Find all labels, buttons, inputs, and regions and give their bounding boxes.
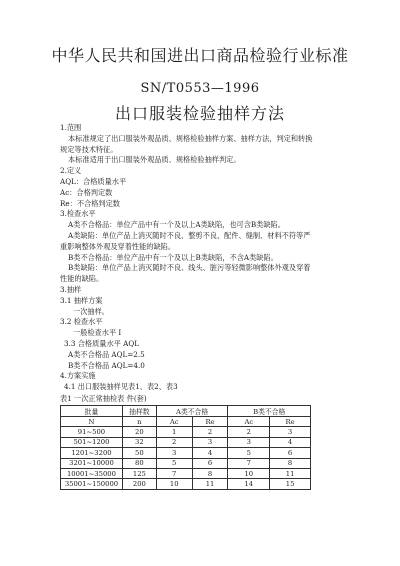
sampling-table-body bbox=[61, 427, 311, 489]
table-row bbox=[61, 448, 311, 458]
text-line: 性能的缺陷。 bbox=[60, 274, 104, 284]
sample-cell: 125 bbox=[122, 468, 156, 478]
text-line: AQL：合格质量水平 bbox=[60, 176, 127, 186]
text-line: 本标准规定了出口服装外观品质、规格检验抽样方案、抽样方法，判定和转换 bbox=[68, 133, 313, 143]
a-ac-cell: 2 bbox=[156, 437, 192, 447]
text-line: 3.1 抽样方案 bbox=[60, 295, 103, 305]
a-re-cell: 6 bbox=[192, 458, 228, 468]
text-line: 3.抽样 bbox=[60, 284, 82, 294]
text-line: B类不合格品 AQL=4.0 bbox=[68, 360, 145, 370]
text-line: 一般检查水平 I bbox=[73, 328, 122, 338]
table-row bbox=[61, 458, 311, 468]
header-sample-symbol: n bbox=[122, 417, 156, 427]
b-re-cell: 6 bbox=[270, 448, 311, 458]
table-caption: 表1 一次正常抽检表 件(套) bbox=[60, 394, 147, 403]
header-b-re: Re bbox=[270, 417, 311, 427]
sample-cell: 20 bbox=[122, 427, 156, 437]
b-re-cell: 11 bbox=[270, 468, 311, 478]
text-line: B类不合格品：单位产品中有一个及以上B类缺陷，不含A类缺陷。 bbox=[68, 252, 278, 262]
b-ac-cell: 7 bbox=[228, 458, 270, 468]
header-class-a: A类不合格 bbox=[156, 406, 228, 417]
sample-cell: 200 bbox=[122, 479, 156, 489]
header-a-re: Re bbox=[192, 417, 228, 427]
b-re-cell: 8 bbox=[270, 458, 311, 468]
b-re-cell: 15 bbox=[270, 479, 311, 489]
table-row bbox=[61, 437, 311, 447]
batch-cell: 10001~35000 bbox=[61, 468, 123, 478]
text-line: 本标准适用于出口服装外观品质、规格检验抽样判定。 bbox=[68, 155, 241, 165]
b-re-cell: 3 bbox=[270, 427, 311, 437]
text-line: 重影响整体外观及穿着性能的缺陷。 bbox=[60, 241, 176, 251]
a-ac-cell: 10 bbox=[156, 479, 192, 489]
header-class-b: B类不合格 bbox=[228, 406, 311, 417]
sampling-table bbox=[60, 405, 311, 490]
text-line: 2.定义 bbox=[60, 166, 82, 176]
text-line: A类不合格品：单位产品中有一个及以上A类缺陷，也可含B类缺陷。 bbox=[68, 220, 285, 230]
text-line: 3.检查水平 bbox=[60, 209, 96, 219]
document-subtitle: 出口服装检验抽样方法 bbox=[114, 104, 285, 123]
header-batch-symbol: N bbox=[61, 417, 123, 427]
b-ac-cell: 5 bbox=[228, 448, 270, 458]
b-re-cell: 4 bbox=[270, 437, 311, 447]
b-ac-cell: 3 bbox=[228, 437, 270, 447]
a-re-cell: 2 bbox=[192, 427, 228, 437]
text-line: A类不合格品 AQL=2.5 bbox=[68, 349, 145, 359]
sample-cell: 32 bbox=[122, 437, 156, 447]
a-ac-cell: 5 bbox=[156, 458, 192, 468]
sample-cell: 80 bbox=[122, 458, 156, 468]
header-b-ac: Ac bbox=[228, 417, 270, 427]
standard-code: SN/T0553—1996 bbox=[140, 81, 260, 96]
header-batch: 批量 bbox=[61, 406, 123, 417]
header-sample: 抽样数 bbox=[122, 406, 156, 417]
text-line: 4.1 出口服装抽样见表1、表2、表3 bbox=[64, 382, 178, 392]
text-line: Re：不合格判定数 bbox=[60, 198, 120, 208]
sample-cell: 50 bbox=[122, 448, 156, 458]
text-line: 4.方案实施 bbox=[60, 371, 96, 381]
b-ac-cell: 10 bbox=[228, 468, 270, 478]
a-ac-cell: 7 bbox=[156, 468, 192, 478]
a-re-cell: 11 bbox=[192, 479, 228, 489]
text-line: B类缺陷：单位产品上消灭随时不良、线头、脏污等轻微影响整体外观及穿着 bbox=[68, 263, 311, 273]
document-body bbox=[60, 123, 360, 393]
text-line: A类缺陷：单位产品上消灭随时不良、整剪不良、配件、缝制、材料不符等严 bbox=[68, 230, 311, 240]
text-line: 一次抽样。 bbox=[73, 306, 109, 316]
text-line: 1.范围 bbox=[60, 123, 82, 132]
header-a-ac: Ac bbox=[156, 417, 192, 427]
batch-cell: 501~1200 bbox=[61, 437, 123, 447]
a-re-cell: 8 bbox=[192, 468, 228, 478]
text-line: 3.2 检查水平 bbox=[60, 317, 103, 327]
table-row bbox=[61, 479, 311, 489]
batch-cell: 35001~150000 bbox=[61, 479, 123, 489]
table-row bbox=[61, 468, 311, 478]
document-header bbox=[0, 46, 400, 124]
a-ac-cell: 1 bbox=[156, 427, 192, 437]
b-ac-cell: 14 bbox=[228, 479, 270, 489]
table-row bbox=[61, 427, 311, 437]
a-re-cell: 4 bbox=[192, 448, 228, 458]
batch-cell: 1201~3200 bbox=[61, 448, 123, 458]
standard-title: 中华人民共和国进出口商品检验行业标准 bbox=[51, 46, 349, 65]
a-ac-cell: 3 bbox=[156, 448, 192, 458]
b-ac-cell: 2 bbox=[228, 427, 270, 437]
text-line: 3.3 合格质量水平 AQL bbox=[64, 338, 139, 348]
a-re-cell: 3 bbox=[192, 437, 228, 447]
text-line: Ac：合格判定数 bbox=[60, 187, 113, 197]
batch-cell: 3201~10000 bbox=[61, 458, 123, 468]
batch-cell: 91~500 bbox=[61, 427, 123, 437]
text-line: 规定等技术特征。 bbox=[60, 144, 118, 154]
